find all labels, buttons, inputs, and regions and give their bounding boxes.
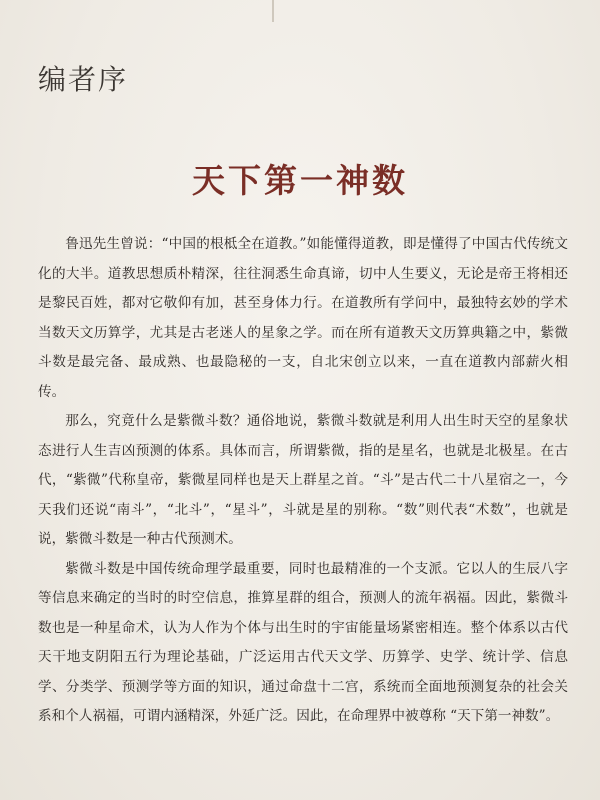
paragraph: 紫微斗数是中国传统命理学最重要，同时也最精准的一个支派。它以人的生辰八字等信息来确定的当时的时空信息，推算星群的组合，预测人的流年祸福。因此，紫微斗数也是一种星命术，认为人作为个体与出生时的宇宙能量场紧密相连。整个体系以古代天干地支阴阳五行为理论基础，广泛运用古代天文学、历算学、史学、统计学、信息学、分类学、预测学等方面的知识，通过命盘十二宫，系统而全面地预测复杂的社会关系和个人祸福，可谓内涵精深，外延广泛。因此，在命理界中被尊称 “天下第一神数”。 (38, 560, 568, 724)
article-body (38, 230, 568, 732)
paragraph: 那么，究竟什么是紫微斗数？通俗地说，紫微斗数就是利用人出生时天空的星象状态进行人生吉凶预测的体系。具体而言，所谓紫微，指的是星名，也就是北极星。在古代，“紫微”代称皇帝，紫微星同样也是天上群星之首。“斗”是古代二十八星宿之一，今天我们还说“南斗”，“北斗”，“星斗”，斗就是星的别称。“数”则代表“术数”，也就是说，紫微斗数是一种古代预测术。 (38, 413, 568, 547)
top-binding-mark (272, 0, 274, 22)
section-title: 编者序 (38, 63, 129, 96)
article-title: 天下第一神数 (192, 161, 408, 200)
paragraph: 鲁迅先生曾说：“中国的根柢全在道教。”如能懂得道教，即是懂得了中国古代传统文化的大半。道教思想质朴精深，往往洞悉生命真谛，切中人生要义，无论是帝王将相还是黎民百姓，都对它敬仰有加，甚至身体力行。在道教所有学问中，最独特玄妙的学术当数天文历算学，尤其是古老迷人的星象之学。而在所有道教天文历算典籍之中，紫微斗数是最完备、最成熟、也最隐秘的一支，自北宋创立以来，一直在道教内部薪火相传。 (38, 236, 568, 400)
